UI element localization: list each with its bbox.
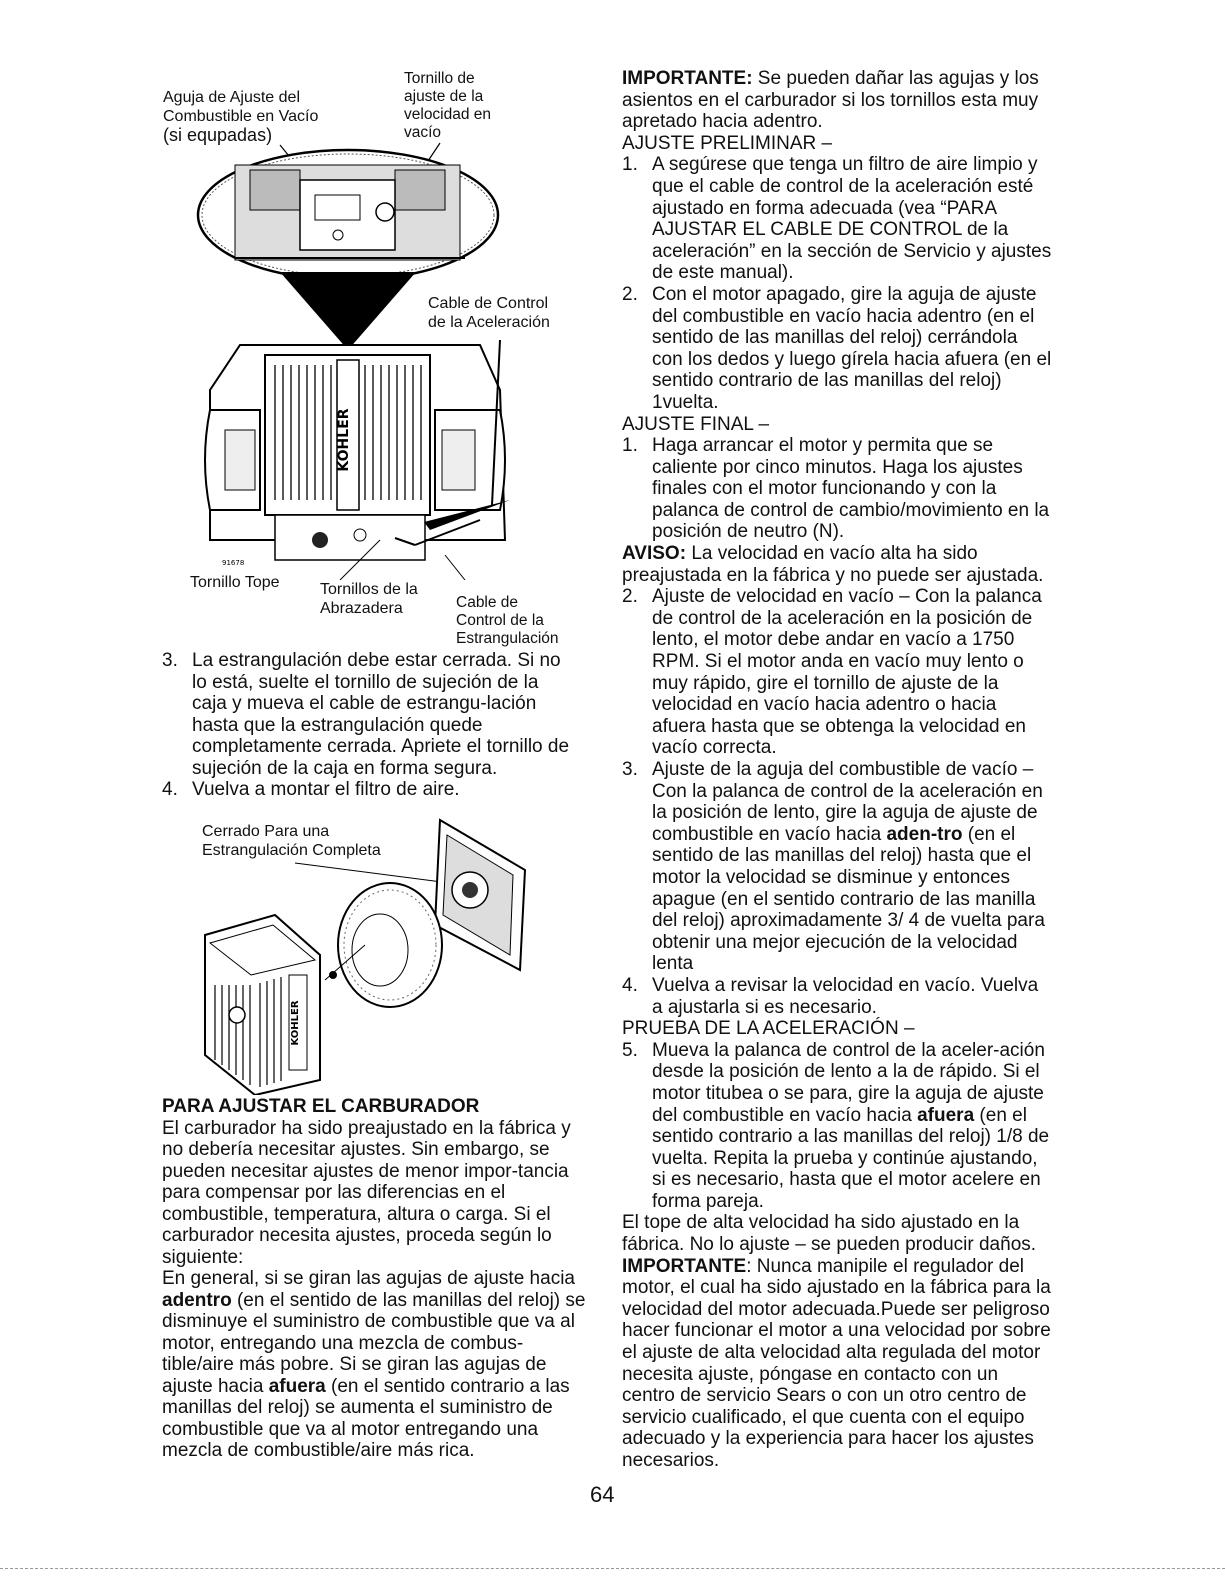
final-step-3-text-c: (en el sentido de las manillas del reloj) hasta que el motor la velocidad se disminue y entonces apague (en el sentido contrario de las manilla del reloj) aproximadamente 3/ 4 de vuelta para obtenir una mejor ejecución de la velocidad lenta xyxy=(652,823,1045,975)
final-step-4-number: 4. xyxy=(622,974,638,996)
high-speed-stop-note: El tope de alta velocidad ha sido ajustado en la fábrica. No lo ajuste – se pueden producir daños. xyxy=(622,1212,1037,1256)
carburetor-section xyxy=(162,1096,587,1462)
step-4-text: Vuelva a montar el filtro de aire. xyxy=(192,779,460,800)
final-step-2-text: Ajuste de velocidad en vacío – Con la palanca de control de la aceleración en la posición de lento, el motor debe andar en vacío a 1750 RPM. Si el motor anda en vacío muy lento o muy rápido, gire el tornillo de ajuste de la velocidad en vacío hacia adentro o hacia afuera hasta que se obtenga la velocidad en vacío correcta. xyxy=(652,586,1042,759)
important-note-2 xyxy=(622,1256,1052,1472)
final-step-1-number: 1. xyxy=(622,435,638,457)
label-choke-line2: Control de la xyxy=(456,612,544,629)
important-note-1 xyxy=(622,68,1052,133)
final-step-4-text: Vuelva a revisar la velocidad en vacío. Vuelva a ajustarla si es necesario. xyxy=(652,974,1039,1018)
acceleration-heading: PRUEBA DE LA ACELERACIÓN – xyxy=(622,1018,915,1040)
label-choke-line1: Cable de xyxy=(456,594,519,611)
final-step-3-bold: aden-tro xyxy=(886,823,963,845)
step-4 xyxy=(162,779,577,801)
label-clamp-line1: Tornillos de la xyxy=(320,581,418,598)
p2-bold-afuera: afuera xyxy=(268,1375,326,1397)
aviso-label: AVISO: xyxy=(622,543,687,565)
label-full-choke-line2: Estrangulación Completa xyxy=(202,842,381,859)
prelim-step-2 xyxy=(622,284,1052,414)
p2-part-e: (en el sentido contrario a las manillas del reloj) se aumenta el suministro de combustible que va al motor entregando una mezcla de combustible/aire más rica. xyxy=(162,1375,570,1461)
prelim-step-1-text: A segúrese que tenga un filtro de aire limpio y que el cable de control de la aceleración esté ajustado en forma adecuada (vea “PARA AJUSTAR EL CABLE DE CONTROL de la aceleración” en la sección de Servicio y ajustes de este manual). xyxy=(652,154,1052,284)
important-label-1: IMPORTANTE: xyxy=(622,68,753,89)
p2-part-a: En general, si se giran las agujas de ajuste hacia xyxy=(162,1268,575,1289)
page-bottom-rule xyxy=(0,1568,1225,1569)
label-screw-line4: vacío xyxy=(404,124,442,141)
important-label-2: IMPORTANTE xyxy=(622,1255,747,1277)
aviso-text: La velocidad en vacío alta ha sido preajustada en la fábrica y no puede ser ajustada. xyxy=(622,543,1044,586)
left-steps xyxy=(162,650,577,801)
label-screw-line3: velocidad en xyxy=(404,106,492,123)
figure-part-number: 91678 xyxy=(222,559,245,567)
filter-brand-text: KOHLER xyxy=(290,1000,301,1046)
important-text-2: : Nunca manipile el regulador del motor, el cual ha sido ajustado en la fábrica para la velocidad del motor adecuada.Puede ser peligroso hacer funcionar el motor a una velocidad por sobre el ajuste de alta velocidad alta regulada del motor necesita ajuste, póngase en contacto con un centro de servicio Sears o con un otro centro de servicio cualificado, el que cuenta con el equipo adecuado y la experiencia para hacer los ajustes necesarios. xyxy=(622,1255,1051,1471)
label-stop-screw: Tornillo Tope xyxy=(190,574,280,591)
label-throttle-line1: Cable de Control xyxy=(428,295,549,312)
label-needle-line2: Combustible en Vacío xyxy=(163,108,319,125)
final-step-3-number: 3. xyxy=(622,759,638,780)
accel-step-5-bold: afuera xyxy=(917,1104,975,1126)
label-needle xyxy=(163,88,318,145)
engine-brand-text: KOHLER xyxy=(336,408,352,472)
accel-step-5-text-c: (en el sentido contrario a las manillas del reloj) 1/8 de vuelta. Repita la prueba y continúe ajustando, si es necesario, hasta que el motor acelere en forma pareja. xyxy=(652,1104,1050,1212)
p2-part-c: (en el sentido de las manillas del reloj) se disminuye el suministro de combustible que va al motor, entregando una mezcla de combus-tible/aire más pobre. Si se giran las agujas de ajuste hacia xyxy=(162,1289,586,1397)
final-heading: AJUSTE FINAL – xyxy=(622,413,770,435)
final-step-1 xyxy=(622,435,1052,543)
step-3 xyxy=(162,650,577,779)
final-step-1-text: Haga arrancar el motor y permita que se caliente por cinco minutos. Haga los ajustes finales con el motor funcionando y con la palanca de control de cambio/movimiento en la posición de neutro (N). xyxy=(652,435,1050,543)
accel-step-5-text-a: Mueva la palanca de control de la aceler-ación desde la posición de lento a la de rápido. Si el motor titubea o se para, gire la aguja de ajuste del combustible en vacío hacia xyxy=(652,1039,1045,1126)
final-step-2-number: 2. xyxy=(622,586,638,608)
label-screw-line1: Tornillo de xyxy=(404,70,475,87)
prelim-step-1-number: 1. xyxy=(622,154,638,176)
label-clamp-line2: Abrazadera xyxy=(320,600,403,617)
label-needle-line1: Aguja de Ajuste del xyxy=(163,89,300,106)
label-screw-line2: ajuste de la xyxy=(404,88,484,105)
prelim-step-2-text: Con el motor apagado, gire la aguja de ajuste del combustible en vacío hacia adentro (en el sentido de las manillas del reloj) cerrándola con los dedos y luego gírela hacia afuera (en el sentido contrario de las manillas del reloj) 1vuelta. xyxy=(652,283,1052,413)
label-idle-screw xyxy=(404,70,491,142)
step-3-text: La estrangulación debe estar cerrada. Si no lo está, suelte el tornillo de sujeción de la caja y mueva el cable de estrangu-lación hasta que la estrangulación quede completamente cerrada. Apriete el tornillo de sujeción de la caja en forma segura. xyxy=(192,650,570,779)
label-clamp-screws xyxy=(320,580,418,618)
section-title: PARA AJUSTAR EL CARBURADOR xyxy=(162,1096,480,1117)
accel-step-5-number: 5. xyxy=(622,1039,638,1061)
section-paragraph-2 xyxy=(162,1268,587,1462)
page-number: 64 xyxy=(590,1482,615,1507)
label-choke-cable xyxy=(456,594,559,648)
final-step-3 xyxy=(622,759,1052,975)
accel-step-5 xyxy=(622,1040,1052,1213)
prelim-step-1 xyxy=(622,154,1052,284)
step-3-number: 3. xyxy=(162,650,178,671)
section-paragraph-1: El carburador ha sido preajustado en la fábrica y no debería necesitar ajustes. Sin embargo, se pueden necesitar ajustes de menor impor-tancia para compensar por las diferencias en el combustible, temperatura, altura o carga. Si el carburador necesita ajustes, proceda según lo siguiente: xyxy=(162,1117,571,1268)
label-needle-line3: (si equpadas) xyxy=(163,125,273,145)
air-filter-illustration xyxy=(195,815,535,1095)
engine-illustration xyxy=(180,140,580,580)
label-throttle-line2: de la Aceleración xyxy=(428,314,550,331)
preliminary-heading: AJUSTE PRELIMINAR – xyxy=(622,132,833,154)
right-column xyxy=(622,68,1052,1472)
aviso-note xyxy=(622,543,1052,586)
important-text-1: Se pueden dañar las agujas y los asientos en el carburador si los tornillos esta muy apretado hacia adentro. xyxy=(622,68,1039,133)
p2-bold-adentro: adentro xyxy=(162,1289,232,1311)
final-step-4 xyxy=(622,975,1052,1018)
label-full-choke-line1: Cerrado Para una xyxy=(202,823,330,840)
final-step-2 xyxy=(622,586,1052,759)
step-4-number: 4. xyxy=(162,779,178,800)
final-step-3-text-a: Ajuste de la aguja del combustible de vacío – Con la palanca de control de la aceleración en la posición de lento, gire la aguja de ajuste de combustible en vacío hacia xyxy=(652,759,1043,845)
prelim-step-2-number: 2. xyxy=(622,283,638,305)
label-choke-line3: Estrangulación xyxy=(456,630,559,647)
